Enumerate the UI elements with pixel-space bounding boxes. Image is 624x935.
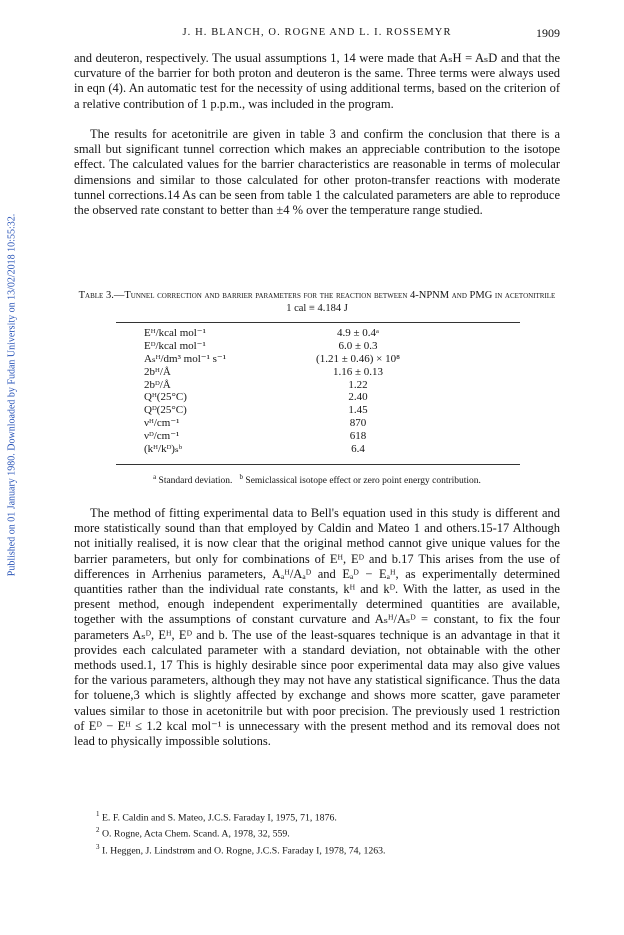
paragraph-3-block xyxy=(74,506,560,749)
reference-number: 2 xyxy=(96,826,100,835)
paragraph-3: The method of fitting experimental data to Bell's equation used in this study is different and more statistically sound than that employed by Caldin and Mateo 1 and others.15-17 Although not initially realised, it is now clear that the original method cannot give unique values for the barrier parameters, but only for combinations of Eᴴ, Eᴰ and b.17 This arises from the use of differences in Arrhenius parameters, Aₐᴴ/Aₐᴰ and Eₐᴰ − Eₐᴴ, as experimentally determined quantities rather than the individual rate constants, kᴴ and kᴰ. With the latter, as used in the present method, enough independent experimentally determined quantities are available, together with the assumptions of constant curvature and Aₛᴴ/Aₛᴰ = constant, to fix the four parameters Aₛᴰ, Eᴴ, Eᴰ and b. The use of the least-squares technique is an advantage in that it provides each calculated parameter with a standard deviation, not obtainable with the other methods used.1, 17 This is highly desirable since poor experimental data may also give values for the various parameters, although they may not have any statistical significance. Thus the data for toluene,3 which is slightly affected by exchange and shows more scatter, gave parameter values similar to those in acetonitrile but with poor precision. The previously used 1 restriction of Eᴰ − Eᴴ ≤ 1.2 kcal mol⁻¹ is unnecessary with the present method and its removal does not lead to physically impossible solutions. xyxy=(74,506,560,749)
param-cell: 2bᴰ/Å xyxy=(144,378,171,391)
value-cell: (1.21 ± 0.46) × 10⁸ xyxy=(316,352,400,365)
reference-item xyxy=(96,824,536,840)
paragraph-2: The results for acetonitrile are given in table 3 and confirm the conclusion that there is a small but significant tunnel correction which makes an appreciable contribution to the isotope effect. The calculated values for the barrier characteristics are reasonable in terms of molecular dimensions and similar to those calculated for other proton-transfer reactions with moderate tunnel corrections.14 As can be seen from table 1 the calculated parameters are able to reproduce the observed rate constant to better than ±4 % over the temperature range studied. xyxy=(74,127,560,218)
reference-text: E. F. Caldin and S. Mateo, J.C.S. Faraday I, 1975, 71, 1876. xyxy=(101,812,337,824)
table-row xyxy=(116,340,520,353)
table-footnotes xyxy=(74,473,560,486)
table-row xyxy=(116,404,520,417)
value-cell: 618 xyxy=(349,430,367,443)
page-number: 1909 xyxy=(536,26,560,40)
value-cell: 6.0 ± 0.3 xyxy=(338,339,378,352)
download-notice[interactable] xyxy=(6,160,18,630)
reference-number: 3 xyxy=(96,842,100,851)
reference-text: O. Rogne, Acta Chem. Scand. A, 1978, 32, 559. xyxy=(101,828,290,840)
param-cell: Qᴰ(25°C) xyxy=(144,404,187,417)
value-cell: 6.4 xyxy=(351,443,365,456)
table-row xyxy=(116,430,520,443)
table-row xyxy=(116,443,520,456)
table-row xyxy=(116,353,520,366)
param-cell: Aₛᴴ/dm³ mol⁻¹ s⁻¹ xyxy=(144,352,227,365)
reference-item xyxy=(96,841,536,857)
table-row xyxy=(116,391,520,404)
param-cell: 2bᴴ/Å xyxy=(144,365,171,378)
table-top-rule xyxy=(116,322,520,323)
running-head xyxy=(74,27,560,43)
table-row xyxy=(116,327,520,340)
param-cell: νᴰ/cm⁻¹ xyxy=(144,430,180,443)
table-caption xyxy=(74,290,560,315)
reference-text: I. Heggen, J. Lindstrøm and O. Rogne, J.C.S. Faraday I, 1978, 74, 1263. xyxy=(101,844,386,856)
unit-conversion: 1 cal ≡ 4.184 J xyxy=(286,302,348,314)
reference-item xyxy=(96,808,536,824)
download-notice-text[interactable]: Published on 01 January 1980. Downloaded by Fudan University on 13/02/2018 10:55:32. xyxy=(6,213,18,577)
value-cell: 2.40 xyxy=(348,391,368,404)
reference-number: 1 xyxy=(96,810,100,818)
value-cell: 4.9 ± 0.4ᵃ xyxy=(336,327,380,339)
table-label: Table 3. xyxy=(78,290,114,301)
footnote-b: Semiclassical isotope effect or zero point energy contribution. xyxy=(245,476,481,487)
table-row xyxy=(116,366,520,379)
param-cell: νᴴ/cm⁻¹ xyxy=(144,417,180,430)
paragraph-2-block xyxy=(74,127,560,218)
footnote-mark-a: a xyxy=(153,473,157,481)
value-cell: 1.22 xyxy=(348,378,368,391)
table-row xyxy=(116,417,520,430)
value-cell: 1.16 ± 0.13 xyxy=(332,365,384,378)
table-row xyxy=(116,379,520,392)
running-head-authors: J. H. BLANCH, O. ROGNE AND L. I. ROSSEMYR xyxy=(182,27,452,38)
param-cell: Eᴰ/kcal mol⁻¹ xyxy=(144,339,206,352)
table-bottom-rule xyxy=(116,464,520,465)
value-cell: 1.45 xyxy=(348,404,368,417)
paragraph-1-block xyxy=(74,51,560,112)
paragraph-1: and deuteron, respectively. The usual assumptions 1, 14 were made that AₛH = AₛD and that the curvature of the barrier for both proton and deuteron is the same. Three terms were always used in eqn (4). An automatic test for the necessity of using additional terms, based on the criterion of a relative contribution of 1 p.p.m., was included in the program. xyxy=(74,51,560,111)
param-cell: Eᴴ/kcal mol⁻¹ xyxy=(144,327,206,339)
parameter-table xyxy=(116,327,520,456)
footnote-mark-b: b xyxy=(239,473,244,481)
param-cell: (kᴴ/kᴰ)ₛᵇ xyxy=(144,443,183,456)
reference-list xyxy=(96,808,536,857)
table-title: —Tunnel correction and barrier parameters for the reaction between 4-NPNM and PMG in acetonitrile xyxy=(113,290,556,301)
footnote-a: Standard deviation. xyxy=(158,476,233,487)
value-cell: 870 xyxy=(349,417,367,430)
param-cell: Qᴴ(25°C) xyxy=(144,391,187,404)
